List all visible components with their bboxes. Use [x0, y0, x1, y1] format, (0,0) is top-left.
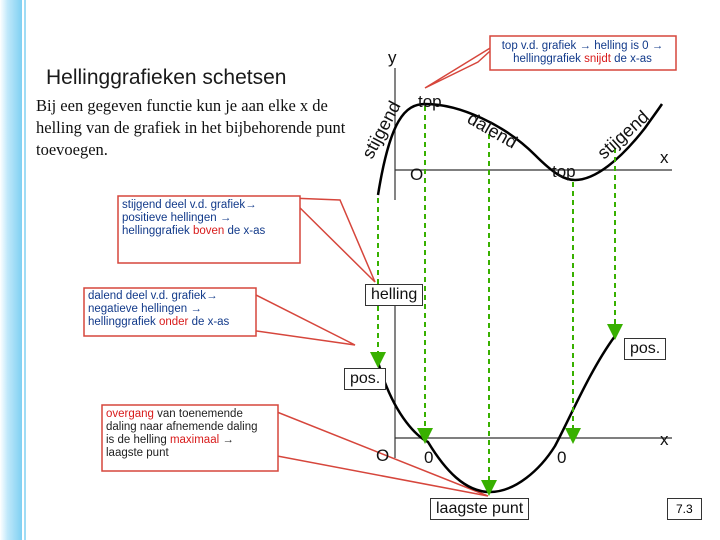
- callout-top: top v.d. grafiek → helling is 0 → hellinggrafiek snijdt de x-as: [495, 40, 670, 66]
- upper-y-label: y: [388, 48, 397, 67]
- top-label-right: top: [552, 162, 576, 181]
- callout-top-pointer: [425, 42, 500, 88]
- page-title: Hellinggrafieken schetsen: [46, 66, 287, 89]
- label-stijgend-right: stijgend: [593, 106, 653, 163]
- label-stijgend-left: stijgend: [357, 97, 405, 162]
- upper-x-label: x: [660, 148, 669, 167]
- min-label: laagste punt: [430, 498, 529, 520]
- callout-dalend: dalend deel v.d. grafiek→ negatieve hellingen → hellinggrafiek onder de x-as: [88, 290, 253, 334]
- label-dalend: dalend: [464, 108, 521, 153]
- lower-origin-label: O: [376, 446, 390, 465]
- intro-text: Bij een gegeven functie kun je aan elke x de helling van de grafiek in het bijbehorende punt toevoegen.: [36, 96, 346, 159]
- callout-stijgend: stijgend deel v.d. grafiek→ positieve hellingen → hellinggrafiek boven de x-as: [122, 199, 297, 261]
- callout-dalend-pointer: [250, 292, 355, 345]
- top-label-left: top: [418, 92, 442, 111]
- page-number: 7.3: [667, 498, 702, 520]
- zero-label-right: 0: [557, 448, 567, 467]
- lower-x-label: x: [660, 430, 669, 449]
- pos-label-left: pos.: [344, 368, 386, 390]
- pos-label-right: pos.: [624, 338, 666, 360]
- callout-overgang: overgang van toenemende daling naar afnemende daling is de helling maximaal → laagste punt: [106, 408, 276, 468]
- zero-label-left: 0: [424, 448, 434, 467]
- helling-axis-label: helling: [365, 284, 423, 306]
- upper-origin-label: O: [410, 165, 424, 184]
- callout-stijgend-pointer: [290, 198, 375, 282]
